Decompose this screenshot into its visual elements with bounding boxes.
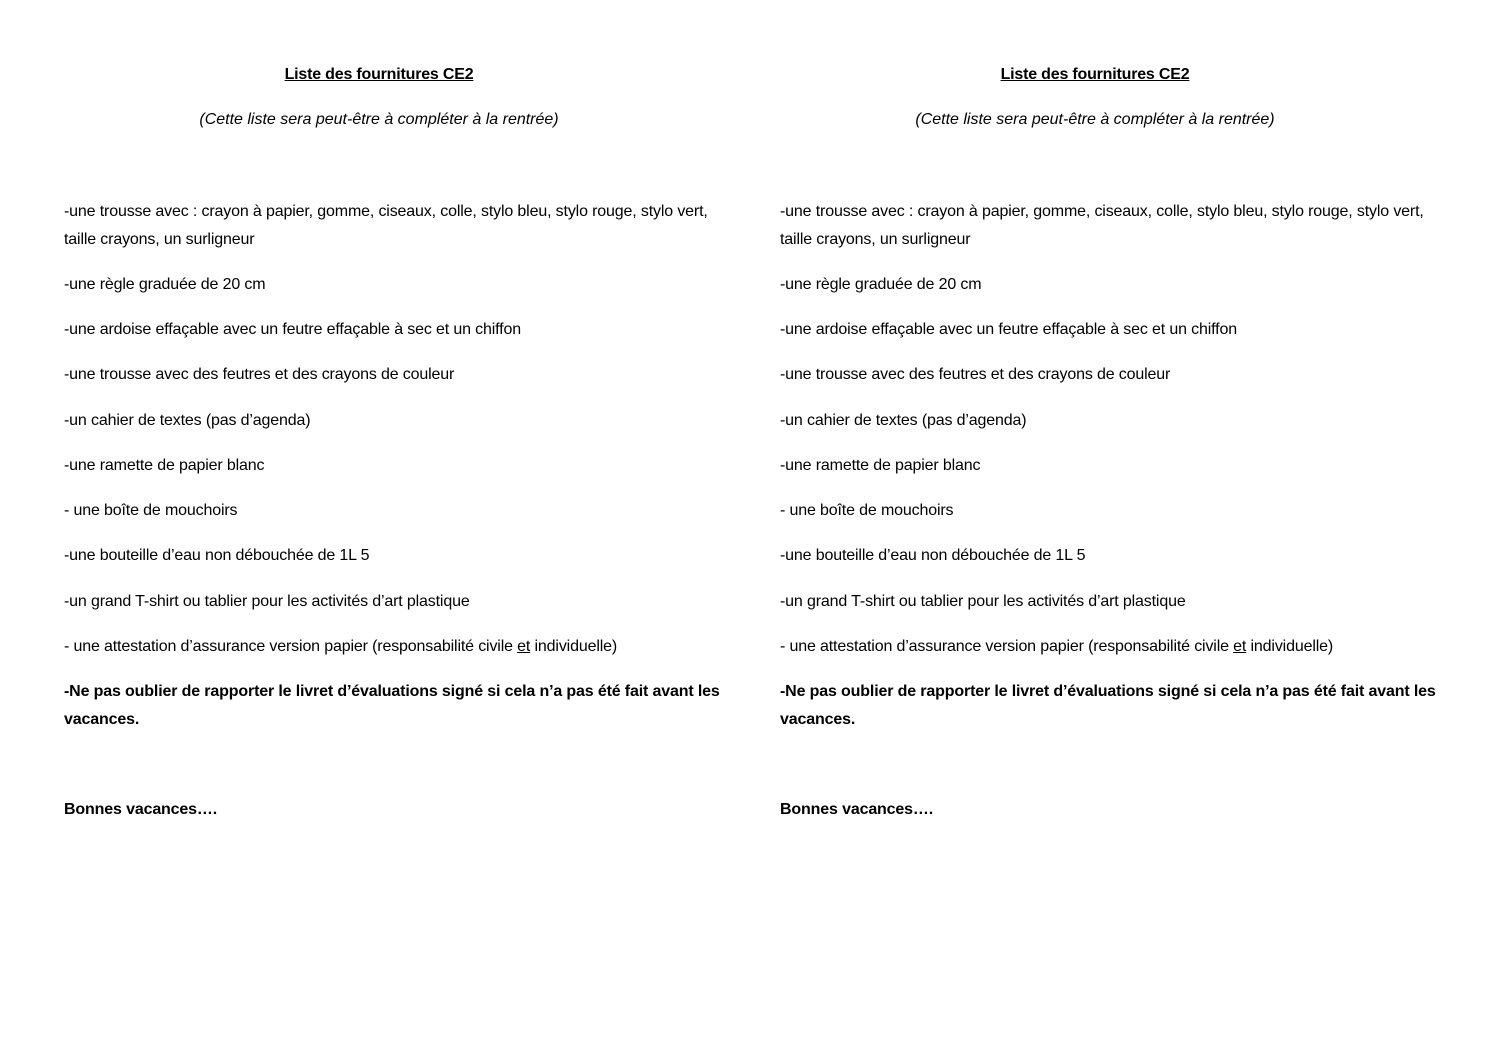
list-item: -une ramette de papier blanc	[780, 457, 981, 474]
closing-text: Bonnes vacances….	[780, 801, 934, 818]
list-item: -une trousse avec des feutres et des crayons de couleur	[64, 366, 455, 383]
list-item: -un grand T-shirt ou tablier pour les activités d’art plastique	[780, 593, 1186, 610]
reminder-note: -Ne pas oublier de rapporter le livret d’évaluations signé si cela n’a pas été fait avant les vacances.	[780, 683, 1436, 728]
page-title: Liste des fournitures CE2	[1000, 66, 1190, 83]
assurance-text-after: individuelle)	[1246, 638, 1334, 655]
list-item: -un cahier de textes (pas d’agenda)	[64, 412, 311, 429]
assurance-text-before: - une attestation d’assurance version papier (responsabilité civile	[64, 638, 518, 655]
list-item: -une ardoise effaçable avec un feutre effaçable à sec et un chiffon	[780, 321, 1237, 338]
reminder-note: -Ne pas oublier de rapporter le livret d’évaluations signé si cela n’a pas été fait avant les vacances.	[64, 683, 720, 728]
supply-list-right	[780, 0, 1460, 1058]
list-item: - une boîte de mouchoirs	[64, 502, 238, 519]
list-item: -une ardoise effaçable avec un feutre effaçable à sec et un chiffon	[64, 321, 521, 338]
list-item: -une règle graduée de 20 cm	[780, 276, 982, 293]
closing-text: Bonnes vacances….	[64, 801, 218, 818]
page-title: Liste des fournitures CE2	[284, 66, 474, 83]
list-item: -une trousse avec des feutres et des crayons de couleur	[780, 366, 1171, 383]
assurance-text-underlined: et	[517, 638, 531, 655]
list-item: -une bouteille d’eau non débouchée de 1L 5	[64, 547, 370, 564]
list-item: -un grand T-shirt ou tablier pour les activités d’art plastique	[64, 593, 470, 610]
supply-list-left	[64, 0, 744, 1058]
list-item: - une boîte de mouchoirs	[780, 502, 954, 519]
list-item-assurance	[780, 633, 1450, 661]
assurance-text-before: - une attestation d’assurance version papier (responsabilité civile	[780, 638, 1234, 655]
assurance-text-after: individuelle)	[530, 638, 618, 655]
page-subtitle: (Cette liste sera peut-être à compléter à la rentrée)	[199, 111, 559, 128]
list-item: -une bouteille d’eau non débouchée de 1L 5	[780, 547, 1086, 564]
page-subtitle: (Cette liste sera peut-être à compléter à la rentrée)	[915, 111, 1275, 128]
assurance-text-underlined: et	[1233, 638, 1247, 655]
list-item: -un cahier de textes (pas d’agenda)	[780, 412, 1027, 429]
list-item: -une trousse avec : crayon à papier, gomme, ciseaux, colle, stylo bleu, stylo rouge, stylo vert, taille crayons, un surligneur	[780, 203, 1424, 248]
list-item: -une ramette de papier blanc	[64, 457, 265, 474]
list-item-assurance	[64, 633, 734, 661]
list-item: -une règle graduée de 20 cm	[64, 276, 266, 293]
list-item: -une trousse avec : crayon à papier, gomme, ciseaux, colle, stylo bleu, stylo rouge, stylo vert, taille crayons, un surligneur	[64, 203, 708, 248]
